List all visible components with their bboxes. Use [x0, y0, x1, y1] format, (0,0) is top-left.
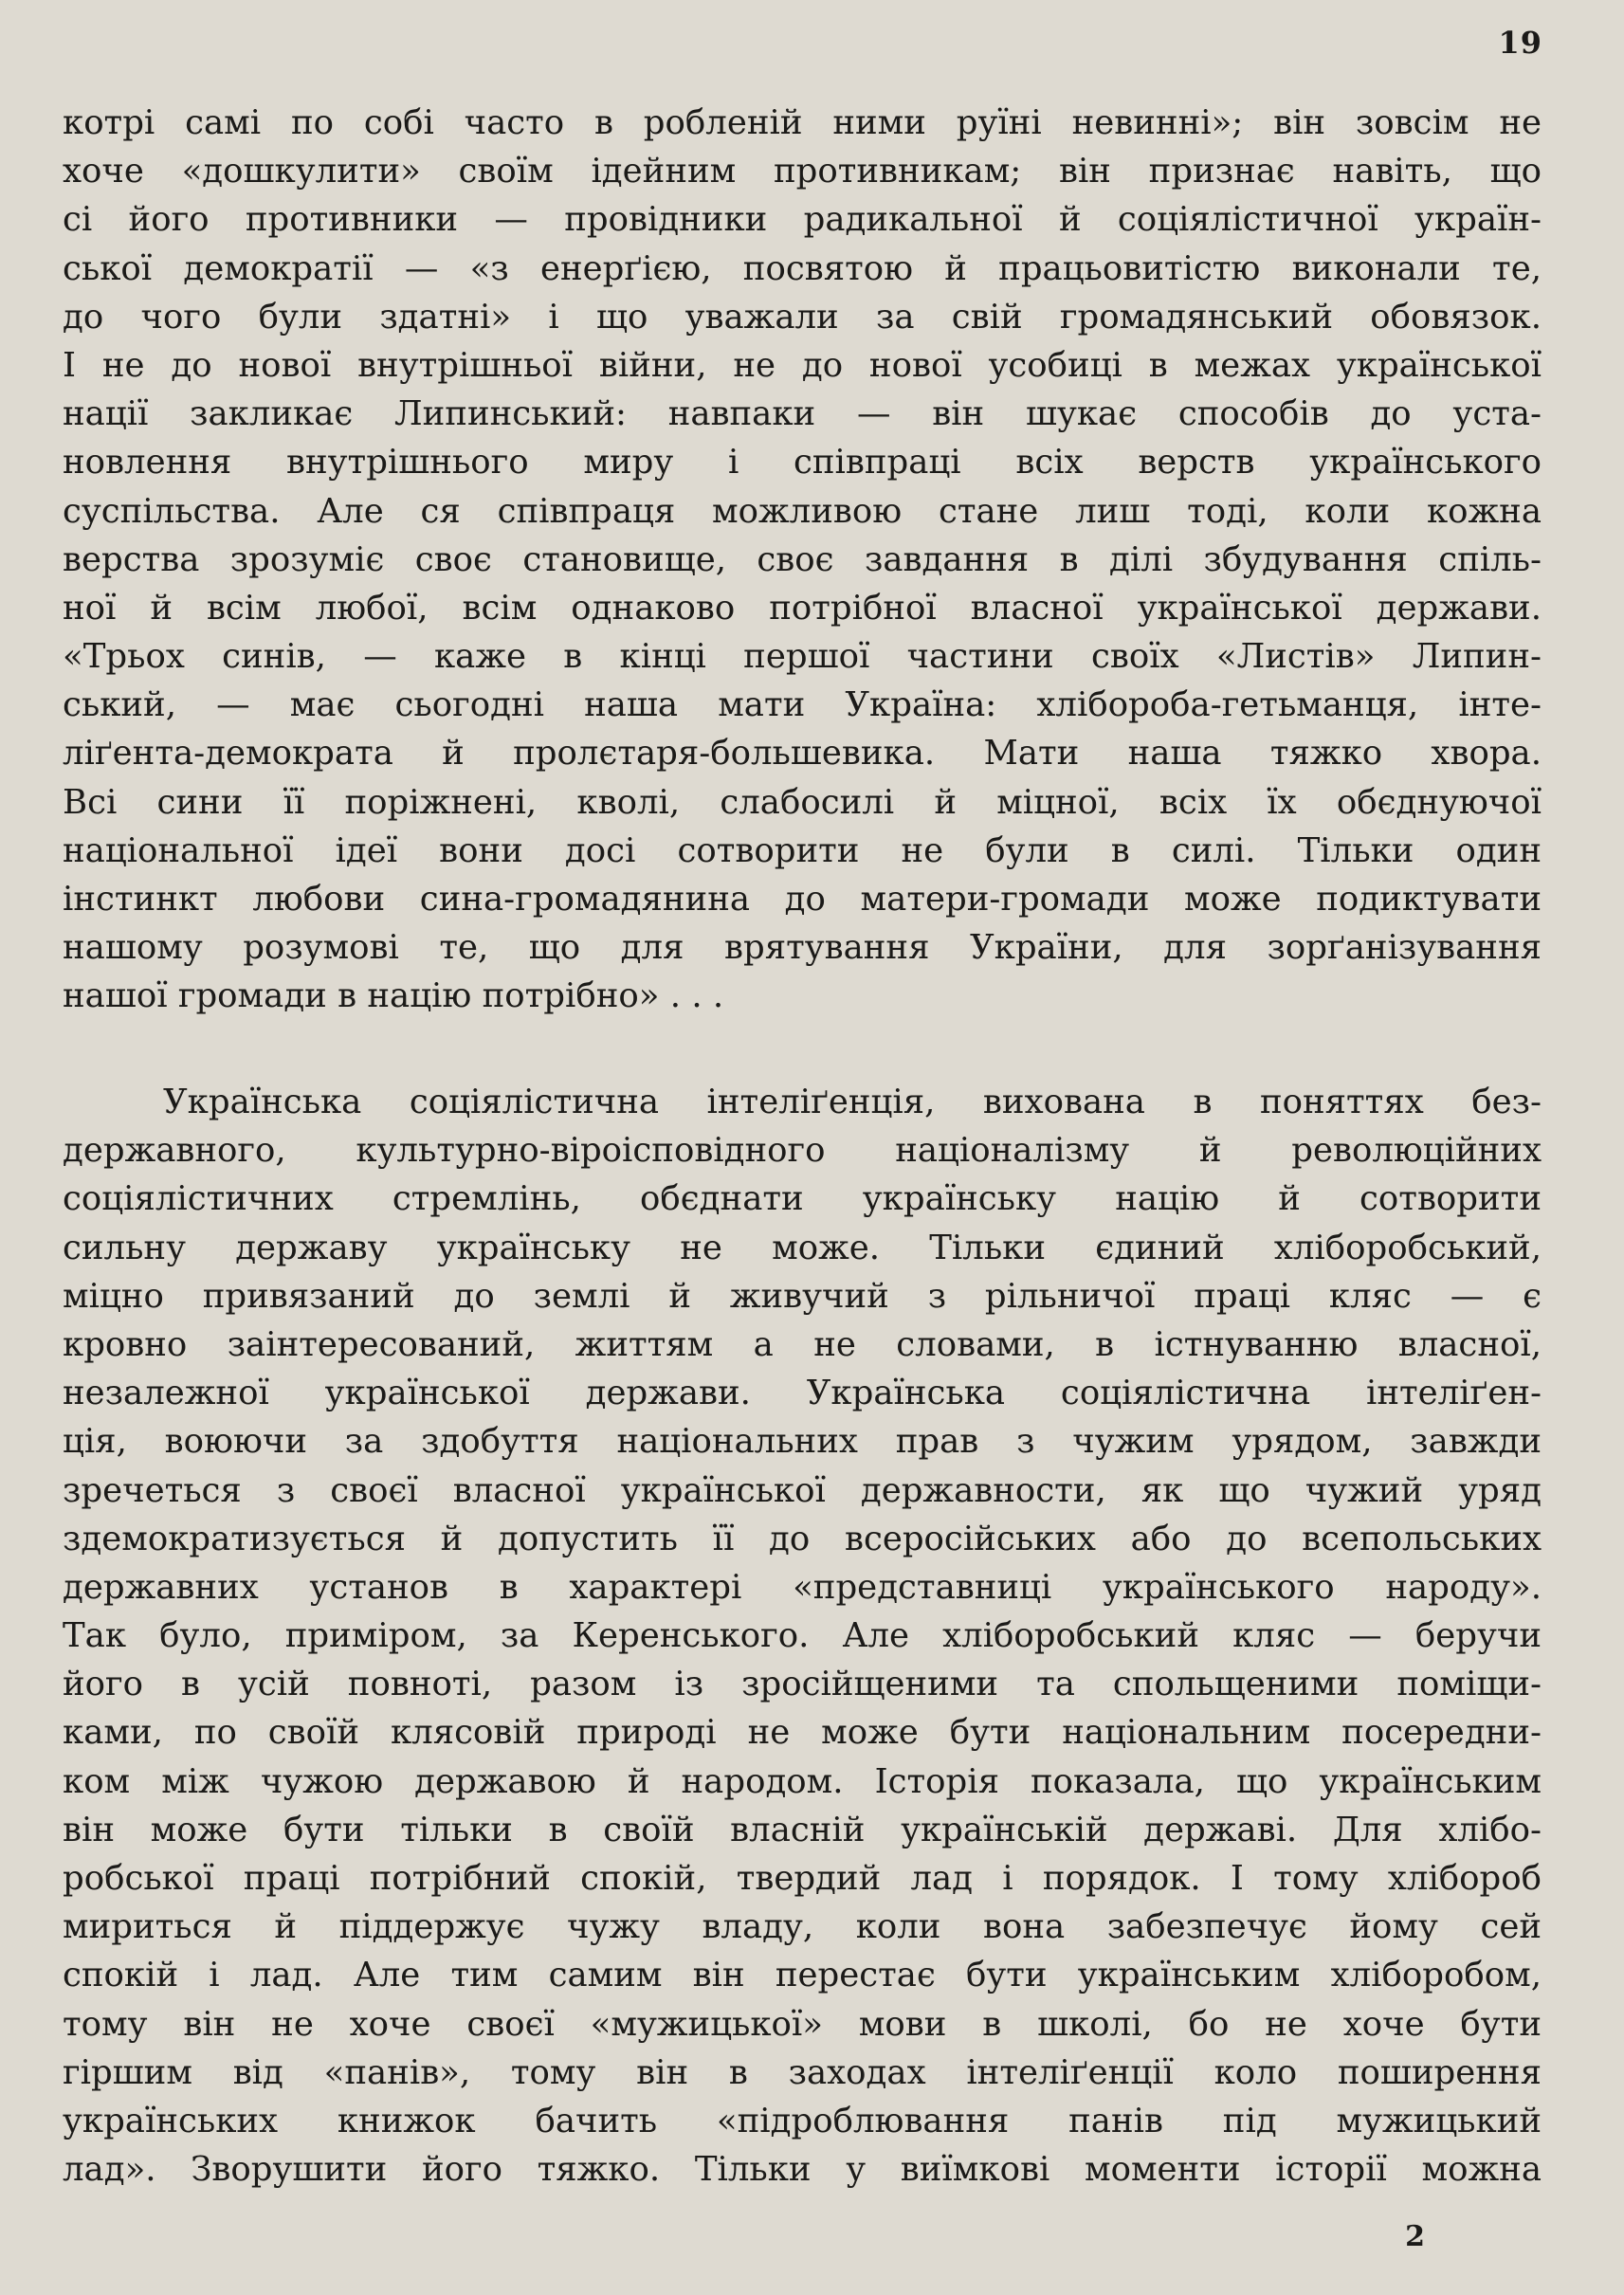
text-line: тому він не хоче своєї «мужицької» мови в школі, бо не хоче бути [63, 2004, 1542, 2044]
text-line: ської демократії — «з енерґією, посвятою й працьовитістю виконали те, [63, 248, 1542, 288]
text-line: його в усій повноті, разом із зросійщеними та спольщеними поміщи- [63, 1665, 1542, 1704]
text-line: Так було, приміром, за Керенського. Але хліборобський кляс — беручи [63, 1616, 1542, 1656]
text-line: ський, — має сьогодні наша мати Україна: хлібороба-гетьманця, інте- [63, 685, 1542, 725]
text-line: робської праці потрібний спокій, твердий лад і порядок. І тому хлібороб [63, 1859, 1542, 1898]
paragraph-2 [63, 1078, 1542, 2194]
text-line: нашому розумові те, що для врятування України, для зорґанізування [63, 928, 1542, 968]
paragraph-1 [63, 99, 1542, 1021]
text-line: зречеться з своєї власної української державности, як що чужий уряд [63, 1470, 1542, 1510]
text-line: українських книжок бачить «підроблювання панів під мужицький [63, 2101, 1542, 2140]
text-line: нашої громади в націю потрібно» . . . [63, 976, 724, 1016]
text-line: хоче «дошкулити» своїм ідейним противникам; він признає навіть, що [63, 152, 1542, 191]
text-line: «Трьох синів, — каже в кінці першої частини своїх «Листів» Липин- [63, 637, 1542, 677]
text-line: сильну державу українську не може. Тільки єдиний хліборобський, [63, 1228, 1542, 1267]
text-line: суспільства. Але ся співпраця можливою стане лиш тоді, коли кожна [63, 491, 1542, 531]
text-line: ками, по своїй клясовій природі не може бути національним посередни- [63, 1713, 1542, 1753]
text-line: нації закликає Липинський: навпаки — він шукає способів до уста- [63, 394, 1542, 434]
text-line: лад». Зворушити його тяжко. Тільки у виїмкові моменти історії можна [63, 2150, 1542, 2190]
text-line: верства зрозуміє своє становище, своє завдання в ділі збудування спіль- [63, 539, 1542, 579]
text-line: Всі сини її поріжнені, кволі, слабосилі й міцної, всіх їх обєднуючої [63, 782, 1542, 822]
printer-signature-mark: 2 [1405, 2220, 1425, 2253]
text-line: соціялістичних стремлінь, обєднати українську націю й сотворити [63, 1179, 1542, 1219]
text-line: спокій і лад. Але тим самим він перестає бути українським хліборобом, [63, 1956, 1542, 1995]
text-line: ком між чужою державою й народом. Історія показала, що українським [63, 1761, 1542, 1801]
text-line: мириться й піддержує чужу владу, коли вона забезпечує йому сей [63, 1907, 1542, 1947]
text-line: ція, воюючи за здобуття національних прав з чужим урядом, завжди [63, 1422, 1542, 1462]
text-line: здемократизується й допустить її до всеросійських або до всепольських [63, 1519, 1542, 1558]
text-line: гіршим від «панів», тому він в заходах інтеліґенції коло поширення [63, 2052, 1542, 2092]
text-line: ної й всім любої, всім однаково потрібної власної української держави. [63, 588, 1542, 628]
text-line: державних установ в характері «представниці українського народу». [63, 1567, 1542, 1607]
text-line: до чого були здатні» і що уважали за свій громадянський обовязок. [63, 297, 1542, 337]
page-number: 19 [1498, 25, 1542, 61]
text-line: державного, культурно-віроісповідного націоналізму й революційних [63, 1131, 1542, 1171]
text-line: котрі самі по собі часто в робленій ними руїні невинні»; він зовсім не [63, 103, 1542, 142]
text-line: інстинкт любови сина-громадянина до матери-громади може подиктувати [63, 880, 1542, 919]
text-line: національної ідеї вони досі сотворити не були в силі. Тільки один [63, 830, 1542, 870]
text-line: І не до нової внутрішньої війни, не до нової усобиці в межах української [63, 345, 1542, 385]
text-line: новлення внутрішнього миру і співпраці всіх верств українського [63, 443, 1542, 483]
text-line: незалежної української держави. Українська соціялістична інтеліґен- [63, 1374, 1542, 1413]
text-line: кровно заінтересований, життям а не словами, в істнуванню власної, [63, 1324, 1542, 1364]
text-line: ліґента-демократа й пролєтаря-большевика. Мати наша тяжко хвора. [63, 734, 1542, 774]
text-line: Українська соціялістична інтеліґенція, вихована в поняттях без- [163, 1083, 1542, 1121]
text-line: сі його противники — провідники радикальної й соціялістичної україн- [63, 200, 1542, 240]
text-line: він може бути тільки в своїй власній українській державі. Для хлібо- [63, 1810, 1542, 1849]
text-line: міцно привязаний до землі й живучий з рільничої праці кляс — є [63, 1276, 1542, 1316]
